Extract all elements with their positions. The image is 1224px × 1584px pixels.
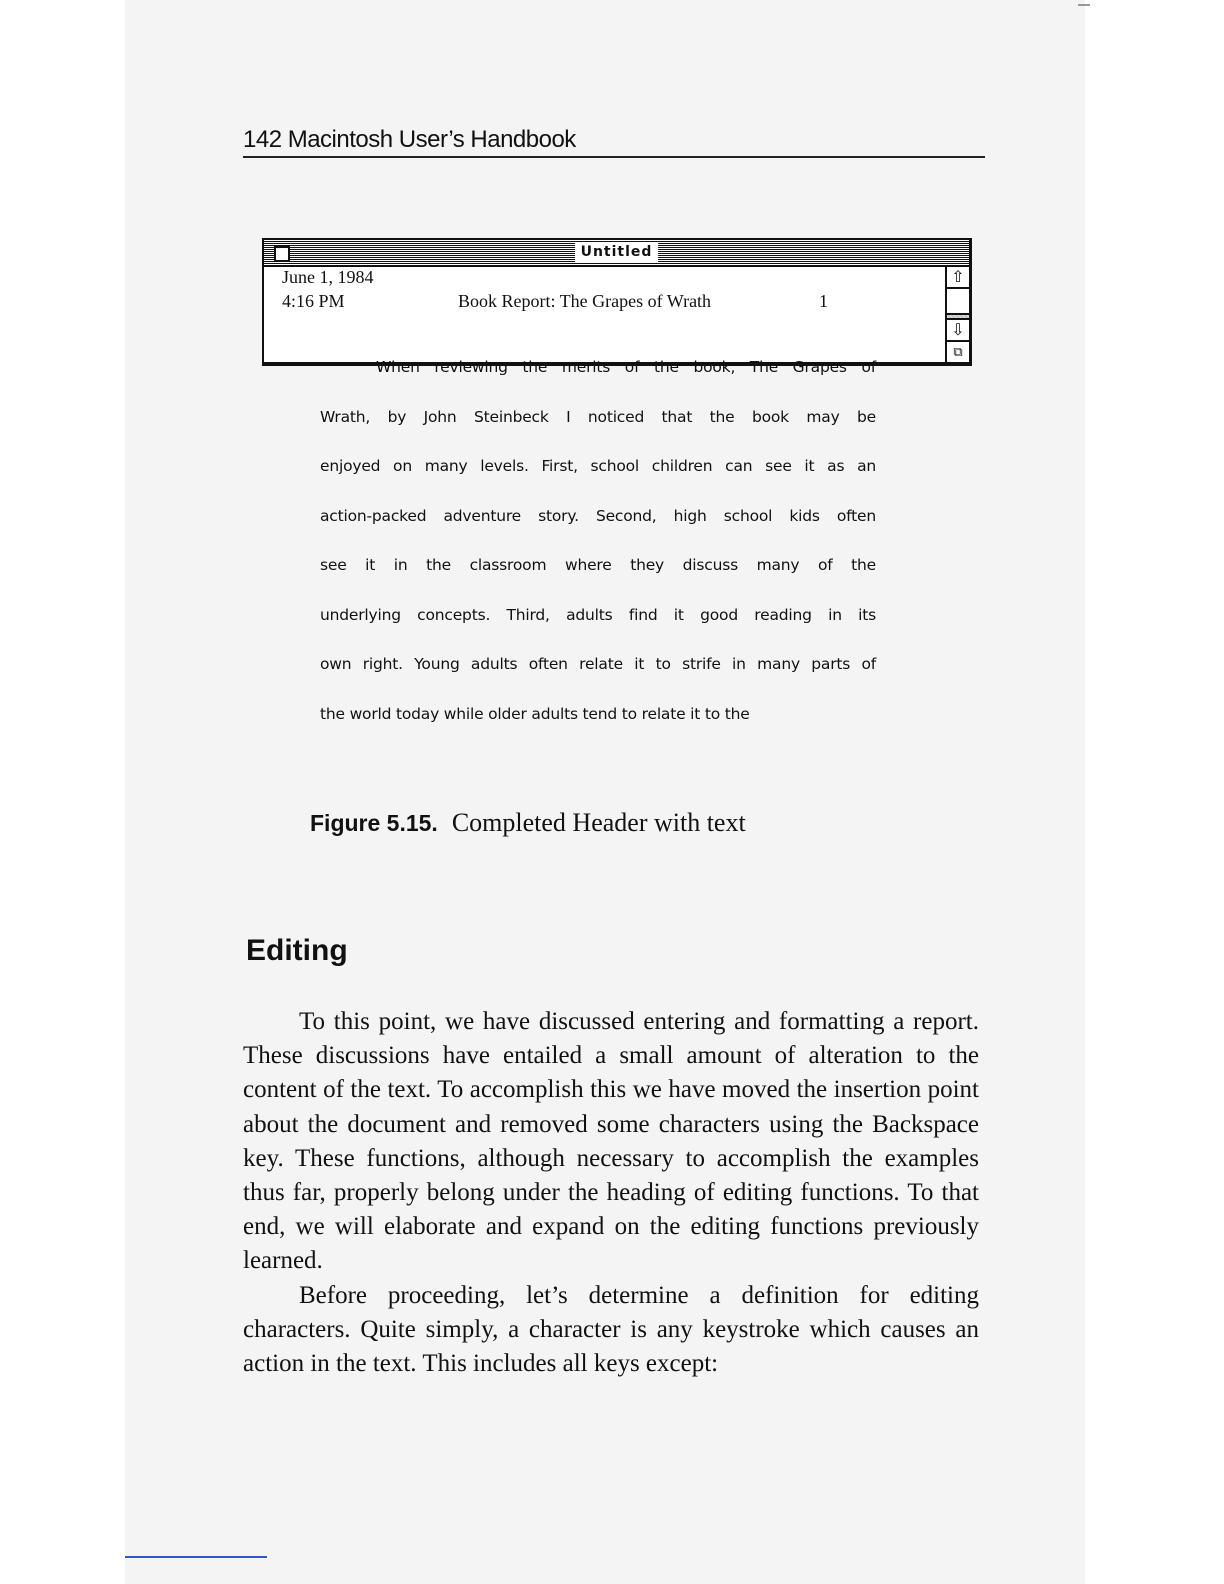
top-edge-mark [1078,4,1090,6]
paragraph: Before proceeding, let’s determine a definition for editing characters. Quite simply, a character is any keystroke which causes an action in the text. This includes all keys except: [243,1281,979,1378]
document-window[interactable] [262,238,972,723]
document-line: the world today while older adults tend to relate it to the [320,704,750,723]
header-doc-title: Book Report: The Grapes of Wrath [458,291,712,311]
figure-label: Figure 5.15. [310,810,438,836]
document-line: enjoyed on many levels. First, school children can see it as an [320,457,876,475]
document-text-area[interactable] [264,267,945,723]
running-head-text: 142 Macintosh User’s Handbook [243,126,576,153]
body-text [243,1005,979,1381]
document-line: Wrath, by John Steinbeck I noticed that the book may be [320,407,876,426]
figure-caption [310,808,746,838]
bottom-edge-mark [125,1556,267,1558]
header-time: 4:16 PM [282,291,345,311]
vertical-scrollbar[interactable] [945,267,969,362]
figure-caption-text: Completed Header with text [451,808,746,837]
document-line: underlying concepts. Third, adults find it good reading in its [320,605,876,624]
scroll-thumb[interactable] [947,289,969,315]
close-box-icon[interactable] [274,246,290,262]
header-date: June 1, 1984 [282,267,374,287]
size-box-icon[interactable]: ⧉ [947,340,969,362]
window-titlebar[interactable] [264,240,969,267]
header-page-number: 1 [819,291,828,311]
document-line: see it in the classroom where they discuss many of the [320,556,876,574]
document-line: own right. Young adults often relate it to strife in many parts of [320,655,876,673]
document-body [320,357,876,753]
document-line: action-packed adventure story. Second, high school kids often [320,506,876,525]
section-heading: Editing [246,934,348,967]
paragraph: To this point, we have discussed entering and formatting a report. These discussions have entailed a small amount of alteration to the content of the text. To accomplish this we have moved the insertion point about the document and removed some characters using the Backspace key. These functions, although necessary to accomplish the examples thus far, properly belong under the heading of editing functions. To that end, we will elaborate and expand on the editing functions previously learned. [243,1008,979,1275]
running-head [243,122,985,158]
window-title: Untitled [575,242,659,262]
scroll-down-arrow-icon[interactable]: ⇩ [947,318,969,340]
document-line: When reviewing the merits of the book, The Grapes of [376,358,876,376]
scroll-up-arrow-icon[interactable]: ⇧ [947,267,969,289]
